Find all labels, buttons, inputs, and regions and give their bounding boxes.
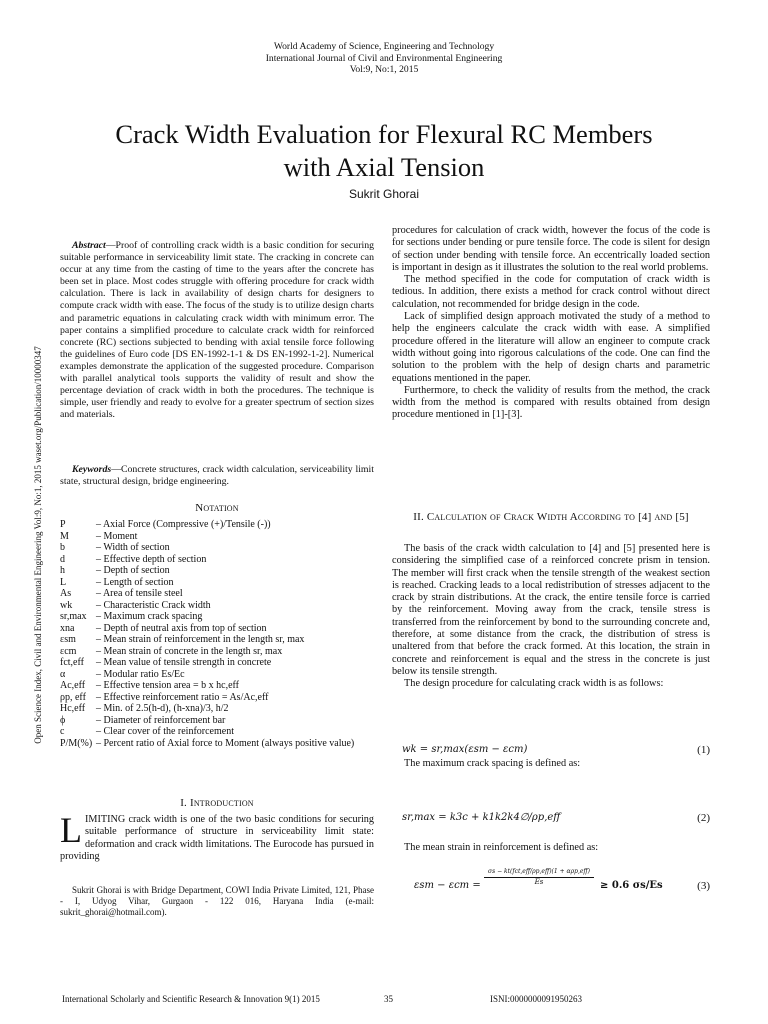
equation-3-lhs: εsm − εcm = xyxy=(414,880,481,891)
equation-3-denominator: Es xyxy=(534,878,544,886)
paragraph: The design procedure for calculating crack width is as follows: xyxy=(404,678,664,690)
header-line-1: World Academy of Science, Engineering and Technology xyxy=(273,41,495,52)
equation-3 xyxy=(392,868,710,906)
abstract-text: —Proof of controlling crack width is a basic condition for securing suitable performance in serviceability limit state. The cracking in concrete can occur at any time from the casting of time to the years after the concrete has been set in place. Most codes struggle with offering procedure for crack width calculation. There is lack in availability of design charts for designers to compute crack width with ease. The focus of the study is to utilize design charts and parametric equations in calculating crack width with minimum error. The paper contains a simplified procedure to calculate crack width for reinforced concrete (RC) sections subjected to bending with axial tensile force following the guidelines of Euro code [DS EN-1992-1-1 & DS EN-1992-1-2]. Numerical examples demonstrate the application of the suggested procedure. Comparison with parallel analytical tools supports the validity of result and show the percentage deviation of crack width in both the procedures. The technique is simple, user friendly and ready to evolve for a greater spectrum of section sizes and materials. xyxy=(60,240,374,421)
footer-publisher: International Scholarly and Scientific Research & Innovation 9(1) 2015 xyxy=(62,994,320,1004)
equation-1-number: (1) xyxy=(697,744,710,756)
title-line-1: Crack Width Evaluation for Flexural RC Members xyxy=(115,119,653,149)
notation-row: fct,eff – Mean value of tensile strength in concrete xyxy=(60,657,272,668)
footer-isni: ISNI:0000000091950263 xyxy=(490,994,582,1004)
paragraph: The method specified in the code for computation of crack width is tedious. In addition, there exists a method for crack control without direct calculation, not recommended for bridge design in the code. xyxy=(392,274,710,310)
paragraph: The basis of the crack width calculation to [4] and [5] presented here is considering the simplified case of a reinforced concrete prism in tension. The member will first crack when the tensile strength of the weakest section is reached. Cracking leads to a local redistribution of stresses adjacent to the crack by strain distributions. At the crack, the entire tensile force is carried by the reinforcement. Moving away from the crack, tensile stress is transferred from the reinforcement by bond to the surrounding concrete and, therefore, at some distance from the crack, the distribution of stress is unaltered from that before the crack formed. At this location, the strain in concrete and reinforcement is equal and the stress in the concrete is just below its tensile strength. xyxy=(392,543,710,677)
notation-row: xna – Depth of neutral axis from top of section xyxy=(60,622,267,634)
equation-3-numerator: σs − kt(fct,eff/ρp,eff)(1 + αρp,eff) xyxy=(484,868,594,878)
eq1-caption-text: The maximum crack spacing is defined as: xyxy=(404,758,581,769)
author: Sukrit Ghorai xyxy=(348,187,420,201)
introduction-text xyxy=(60,810,374,864)
notation-row: d – Effective depth of section xyxy=(60,553,207,565)
equation-1 xyxy=(392,744,710,755)
notation-row: ϕ – Diameter of reinforcement bar xyxy=(60,714,226,726)
paragraph: procedures for calculation of crack width, however the focus of the code is for sections under bending or pure tensile force. The code is silent for design of section under bending with tensile force. An eccentrically loaded section is important in design as it illustrates the solution to the real world problems. xyxy=(392,225,710,273)
notation-row: P – Axial Force (Compressive (+)/Tensile (-)) xyxy=(60,519,271,530)
notation-row: εcm – Mean strain of concrete in the length sr, max xyxy=(60,645,283,657)
side-citation: Open Science Index, Civil and Environmental Engineering Vol:9, No:1, 2015 waset.org/Publication/10000347 xyxy=(33,346,43,744)
header-line-3: Vol:9, No:1, 2015 xyxy=(349,64,419,75)
title-line-2: with Axial Tension xyxy=(283,152,485,182)
notation-row: ρp, eff – Effective reinforcement ratio = As/Ac,eff xyxy=(60,691,269,703)
page-number: 35 xyxy=(384,994,393,1004)
abstract xyxy=(60,240,374,421)
eq1-caption xyxy=(392,758,710,770)
abstract-label: Abstract xyxy=(72,240,106,251)
keywords-text: —Concrete structures, crack width calculation, serviceability limit state, structural design, bridge engineering. xyxy=(60,464,374,487)
notation-list xyxy=(60,519,374,749)
equation-3-number: (3) xyxy=(697,880,710,892)
dropcap: L xyxy=(60,810,82,850)
equation-2-number: (2) xyxy=(697,812,710,824)
notation-row: c – Clear cover of the reinforcement xyxy=(60,726,234,737)
notation-row: Hc,eff – Min. of 2.5(h-d), (h-xna)/3, h/2 xyxy=(60,703,229,714)
equation-2 xyxy=(392,812,710,823)
notation-row: M – Moment xyxy=(60,530,138,542)
notation-title: Notation xyxy=(195,502,239,514)
eq2-caption xyxy=(392,842,710,854)
equation-1-body: wk = sr,max(εsm − εcm) xyxy=(402,744,528,755)
paragraph: Lack of simplified design approach motivated the study of a method to help the engineers calculate the crack width with ease. A simplified procedure offered in the literature will allow an engineer to compute crack width without going into rigorous calculations of the code. One can find the solution to the problem with the help of design charts and parametric equations mentioned in the paper. xyxy=(392,311,710,384)
notation-row: Ac,eff – Effective tension area = b x hc,eff xyxy=(60,680,239,691)
paper-title xyxy=(60,118,708,184)
notation-row: As – Area of tensile steel xyxy=(60,588,183,599)
equation-3-rhs: ≥ 0.6 σs/Es xyxy=(600,880,663,891)
keywords xyxy=(60,464,374,488)
intro-body: IMITING crack width is one of the two basic conditions for securing suitable performance of structure in serviceability limit state: deformation and crack width limitations. The Eurocode has pursued in providing xyxy=(60,814,374,863)
footnote xyxy=(60,885,374,918)
equation-2-body: sr,max = k3c + k1k2k4∅/ρp,eff xyxy=(402,812,561,823)
notation-row: h – Depth of section xyxy=(60,565,170,576)
eq2-caption-text: The mean strain in reinforcement is defined as: xyxy=(404,842,599,853)
notation-row: sr,max – Maximum crack spacing xyxy=(60,611,203,622)
section-2-text xyxy=(392,543,710,691)
notation-row: α – Modular ratio Es/Ec xyxy=(60,668,185,680)
notation-row: εsm – Mean strain of reinforcement in the length sr, max xyxy=(60,634,305,645)
paragraph: Furthermore, to check the validity of results from the method, the crack width from the method is compared with results obtained from design procedure mentioned in [1]-[3]. xyxy=(392,384,710,421)
notation-row: P/M(%) – Percent ratio of Axial force to Moment (always positive value) xyxy=(60,737,355,749)
introduction-title: I. Introduction xyxy=(180,797,254,809)
section-2-title: II. Calculation of Crack Width According to [4] and [5] xyxy=(413,511,689,523)
header-line-2: International Journal of Civil and Environmental Engineering xyxy=(265,52,503,64)
notation-row: wk – Characteristic Crack width xyxy=(60,599,211,611)
notation-row: b – Width of section xyxy=(60,542,170,553)
keywords-label: Keywords xyxy=(72,464,112,475)
footnote-text: Sukrit Ghorai is with Bridge Department, COWI India Private Limited, 121, Phase - I, Udyog Vihar, Gurgaon - 122 016, Haryana India (e-mail: sukrit_ghorai@hotmail.com). xyxy=(60,885,374,917)
right-column-text xyxy=(392,225,710,422)
notation-row: L – Length of section xyxy=(60,576,174,588)
journal-header xyxy=(0,41,768,76)
